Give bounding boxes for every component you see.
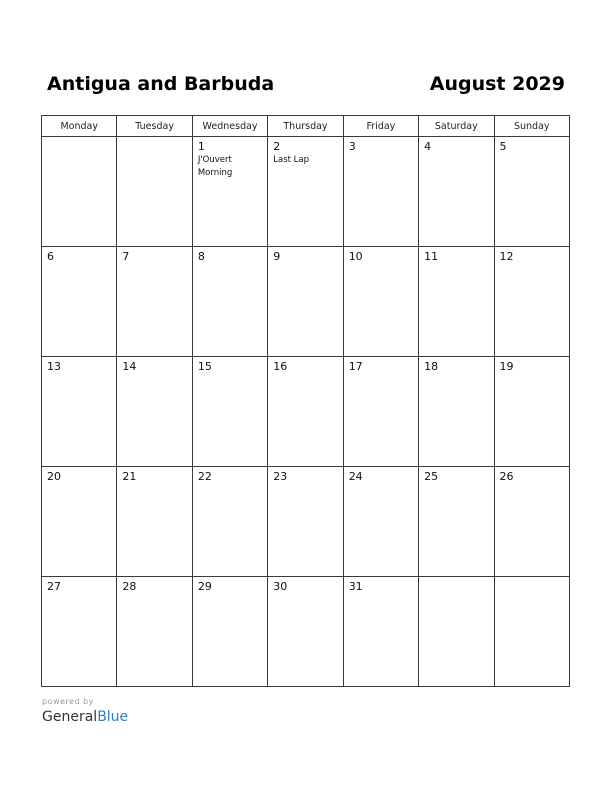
day-cell: [343, 467, 418, 577]
day-cell: [117, 137, 192, 247]
day-cell: [343, 577, 418, 687]
weekday-sunday: Sunday: [494, 116, 569, 137]
day-number: 17: [348, 360, 363, 373]
day-cell: [42, 137, 117, 247]
day-number: [419, 577, 493, 580]
weekday-friday: Friday: [343, 116, 418, 137]
weekday-tuesday: Tuesday: [117, 116, 192, 137]
day-number: 5: [499, 140, 507, 153]
day-cell: [343, 137, 418, 247]
day-cell: [42, 467, 117, 577]
generalblue-logo: [42, 708, 128, 726]
day-number: 15: [197, 360, 212, 373]
day-cell: [343, 247, 418, 357]
day-cell: [117, 577, 192, 687]
footer-brand: [42, 697, 128, 726]
day-number: 30: [273, 580, 288, 593]
day-number: 14: [122, 360, 137, 373]
day-number: 11: [424, 250, 439, 263]
day-cell: [192, 247, 267, 357]
day-cell: [494, 137, 569, 247]
day-number: 25: [424, 470, 439, 483]
day-cell: [419, 357, 494, 467]
calendar-header: [47, 72, 565, 98]
day-number: 13: [47, 360, 61, 373]
powered-by-label: powered by: [42, 697, 94, 706]
day-number: 20: [47, 470, 61, 483]
day-number: [495, 577, 569, 580]
day-number: 29: [197, 580, 212, 593]
day-number: 7: [122, 250, 130, 263]
weekday-saturday: Saturday: [419, 116, 494, 137]
day-number: 12: [499, 250, 514, 263]
day-number: 4: [424, 140, 432, 153]
day-cell: [42, 357, 117, 467]
day-number: 24: [348, 470, 363, 483]
week-row: [42, 247, 570, 357]
day-cell: [268, 467, 343, 577]
day-cell: [494, 247, 569, 357]
day-cell: [268, 137, 343, 247]
day-number: 21: [122, 470, 137, 483]
month-title: August 2029: [429, 73, 565, 95]
day-cell: [192, 137, 267, 247]
calendar-grid: [41, 115, 570, 687]
day-cell: [268, 247, 343, 357]
day-cell: [494, 577, 569, 687]
day-cell: [192, 467, 267, 577]
day-cell: [42, 577, 117, 687]
day-cell: [42, 247, 117, 357]
day-number: 26: [499, 470, 514, 483]
day-number: 3: [348, 140, 356, 153]
day-number: 27: [47, 580, 61, 593]
day-number: 6: [47, 250, 54, 263]
day-cell: [117, 357, 192, 467]
day-cell: [343, 357, 418, 467]
day-cell: [419, 137, 494, 247]
day-number: 1: [197, 140, 205, 153]
weekday-header-row: [42, 116, 570, 137]
weekday-monday: Monday: [42, 116, 117, 137]
week-row: [42, 137, 570, 247]
day-number: 16: [273, 360, 288, 373]
week-row: [42, 467, 570, 577]
day-number: 8: [197, 250, 205, 263]
weekday-wednesday: Wednesday: [192, 116, 267, 137]
day-number: 18: [424, 360, 439, 373]
day-cell: [268, 577, 343, 687]
week-row: [42, 577, 570, 687]
day-cell: [268, 357, 343, 467]
day-cell: [117, 247, 192, 357]
day-cell: [192, 357, 267, 467]
day-cell: [192, 577, 267, 687]
holiday-label: Last Lap: [273, 155, 310, 165]
country-title: Antigua and Barbuda: [47, 73, 275, 95]
week-row: [42, 357, 570, 467]
day-cell: [494, 357, 569, 467]
day-number: 9: [273, 250, 281, 263]
day-number: 22: [197, 470, 212, 483]
holiday-label: J'Ouvert Morning: [197, 155, 233, 178]
day-number: 19: [499, 360, 514, 373]
day-cell: [419, 467, 494, 577]
day-number: [42, 137, 116, 140]
day-cell: [117, 467, 192, 577]
day-number: 31: [348, 580, 363, 593]
brand-general: General: [42, 709, 98, 725]
day-number: 28: [122, 580, 137, 593]
day-number: 23: [273, 470, 288, 483]
day-number: [117, 137, 191, 140]
brand-blue: Blue: [97, 709, 129, 725]
day-cell: [419, 247, 494, 357]
day-cell: [419, 577, 494, 687]
day-cell: [494, 467, 569, 577]
day-number: 2: [273, 140, 281, 153]
day-number: 10: [348, 250, 363, 263]
weekday-thursday: Thursday: [268, 116, 343, 137]
